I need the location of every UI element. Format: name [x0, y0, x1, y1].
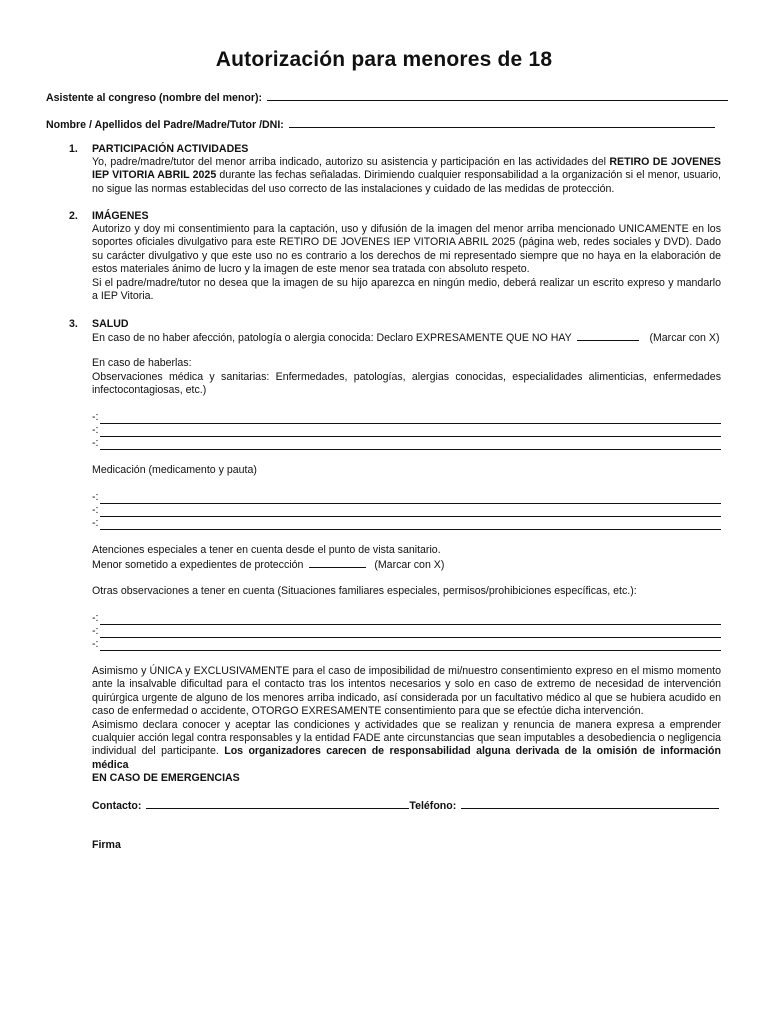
- blank-rule: [100, 520, 721, 530]
- observations-line-3[interactable]: [92, 437, 721, 450]
- blank-rule: [100, 615, 721, 625]
- medication-line-3[interactable]: [92, 517, 721, 530]
- phone-field[interactable]: [461, 799, 719, 809]
- section-2-paragraph-a: Autorizo y doy mi consentimiento para la captación, uso y difusión de la imagen del menor arriba mencionado UNICAMENTE en los soportes oficiales divulgativo para este RETIRO DE JOVENES IEP VITORIA ABRIL 2025 (página web, redes sociales y DVD). Dado su carácter divulgativo y que este uso no es contrario a los derechos de mi representado siempre que no haya en la elaboración de estos materiales ánimo de lucro y la imagen de este menor sea tratada con absoluto respeto.: [92, 223, 721, 276]
- dash-prefix: -:: [92, 517, 99, 529]
- attendee-row: [46, 91, 728, 105]
- dash-prefix: -:: [92, 424, 99, 436]
- dash-prefix: -:: [92, 504, 99, 516]
- protection-mark-field[interactable]: [309, 558, 366, 568]
- declaration-main: Asimismo declara conocer y aceptar las condiciones y actividades que se realizan y renuncia de manera expresa a emprender cualquier acción legal contra responsables y la entidad FADE ante circunstancias que sean imputables a desobediencia o negligencia individual del participante.: [92, 718, 721, 758]
- observations-text: Observaciones médica y sanitarias: Enfermedades, patologías, alergias conocidas, especialidades alimenticias, enfermedades infectocontagiosas, etc.): [92, 371, 721, 397]
- dash-prefix: -:: [92, 491, 99, 503]
- no-condition-mark-hint: (Marcar con X): [649, 332, 720, 344]
- blank-rule: [100, 507, 721, 517]
- section-3-number: 3.: [69, 318, 78, 330]
- section-1-number: 1.: [69, 143, 78, 155]
- blank-rule: [100, 641, 721, 651]
- section-1-text-b: durante las fechas señaladas. Dirimiendo cualquier responsabilidad a la organización si el menor, usuario, no sigue las normas establecidas del uso correcto de las instalaciones y cuidado de las medidas de protección.: [92, 169, 722, 195]
- protection-mark-hint: (Marcar con X): [374, 559, 445, 571]
- section-1-text: [92, 156, 721, 196]
- parent-name-dni-field[interactable]: [289, 118, 715, 128]
- attendee-name-field[interactable]: [267, 91, 728, 101]
- other-observations-line-3[interactable]: [92, 638, 721, 651]
- section-2-heading: IMÁGENES: [92, 210, 149, 222]
- observations-line-1[interactable]: [92, 411, 721, 424]
- parent-label: Nombre / Apellidos del Padre/Madre/Tutor /DNI:: [46, 119, 284, 131]
- section-2-number: 2.: [69, 210, 78, 222]
- medication-label: Medicación (medicamento y pauta): [92, 464, 257, 476]
- contact-field[interactable]: [146, 799, 409, 809]
- parent-row: [46, 118, 715, 132]
- consent-text: Asimismo y ÚNICA y EXCLUSIVAMENTE para el caso de imposibilidad de mi/nuestro consentimiento expreso en el mismo momento ante la insalvable dificultad para el contacto tras los intentos necesarios y solo en caso de extremo de necesidad de intervención quirúrgica urgente de alguno de los menores arriba indicado, así considerada por un facultativo médico al que se hubiera acudido en caso de enfermedad o accidente, OTORGO EXRESAMENTE consentimiento para que se efectúe dicha intervención.: [92, 665, 721, 718]
- other-observations-label: Otras observaciones a tener en cuenta (Situaciones familiares especiales, permisos/prohibiciones específicas, etc.):: [92, 585, 637, 597]
- protection-label: Menor sometido a expedientes de protección: [92, 559, 304, 571]
- dash-prefix: -:: [92, 638, 99, 650]
- section-1-heading: PARTICIPACIÓN ACTIVIDADES: [92, 143, 249, 155]
- page-title: Autorización para menores de 18: [215, 48, 553, 71]
- consent-block: [92, 665, 721, 772]
- other-observations-line-1[interactable]: [92, 612, 721, 625]
- blank-rule: [100, 440, 721, 450]
- no-condition-mark-field[interactable]: [577, 331, 639, 341]
- emergency-heading: EN CASO DE EMERGENCIAS: [92, 772, 240, 784]
- section-1-text-a: Yo, padre/madre/tutor del menor arriba indicado, autorizo su asistencia y participación en las actividades del: [92, 156, 610, 168]
- contact-label: Contacto:: [92, 800, 142, 812]
- blank-rule: [100, 427, 721, 437]
- attendee-label: Asistente al congreso (nombre del menor):: [46, 92, 263, 104]
- blank-rule: [100, 494, 721, 504]
- dash-prefix: -:: [92, 411, 99, 423]
- declaration-bold: Los organizadores carecen de responsabilidad alguna derivada de la omisión de información médica: [92, 745, 721, 771]
- section-2-text: [92, 223, 721, 303]
- section-3-heading: SALUD: [92, 318, 129, 330]
- if-any-label: En caso de haberlas:: [92, 357, 192, 369]
- dash-prefix: -:: [92, 437, 99, 449]
- observations-line-2[interactable]: [92, 424, 721, 437]
- emergency-row: [92, 799, 719, 813]
- no-condition-row: [92, 331, 720, 345]
- medication-line-2[interactable]: [92, 504, 721, 517]
- section-1-text-bold: RETIRO DE JOVENES IEP VITORIA ABRIL 2025: [92, 156, 721, 182]
- dash-prefix: -:: [92, 625, 99, 637]
- protection-row: [92, 558, 444, 572]
- signature-label: Firma: [92, 839, 121, 851]
- dash-prefix: -:: [92, 612, 99, 624]
- other-observations-line-2[interactable]: [92, 625, 721, 638]
- special-care-label: Atenciones especiales a tener en cuenta desde el punto de vista sanitario.: [92, 544, 441, 556]
- medication-line-1[interactable]: [92, 491, 721, 504]
- declaration-text: [92, 719, 721, 773]
- phone-label: Teléfono:: [409, 800, 457, 812]
- section-2-paragraph-b: Si el padre/madre/tutor no desea que la imagen de su hijo aparezca en ningún medio, deberá realizar un escrito expreso y mandarlo a IEP Vitoria.: [92, 276, 721, 303]
- no-condition-text: En caso de no haber afección, patología o alergia conocida: Declaro EXPRESAMENTE QUE NO HAY: [92, 332, 572, 344]
- blank-rule: [100, 414, 721, 424]
- blank-rule: [100, 628, 721, 638]
